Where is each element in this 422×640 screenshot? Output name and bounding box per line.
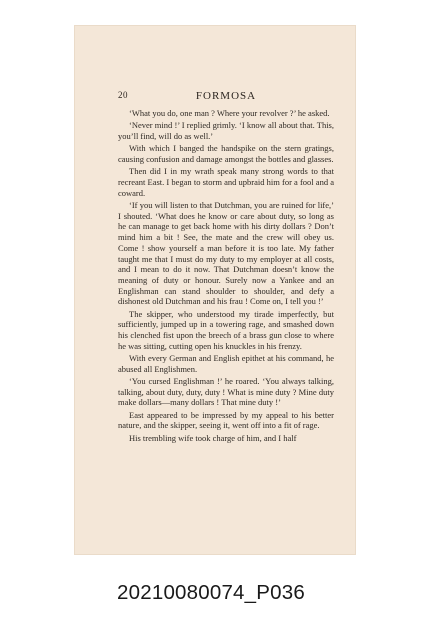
paragraph: With which I banged the handspike on the stern gratings, causing confusion and damage amongst the bottles and glasses. xyxy=(118,143,334,164)
scan-id-caption: 20210080074_P036 xyxy=(117,581,305,604)
page-number: 20 xyxy=(118,90,128,100)
paragraph: With every German and English epithet at his command, he abused all Englishmen. xyxy=(118,353,334,374)
paragraph: Then did I in my wrath speak many strong words to that recreant East. I began to storm and upbraid him for a fool and a coward. xyxy=(118,166,334,198)
paragraph: The skipper, who understood my tirade imperfectly, but sufficiently, jumped up in a towering rage, and smashed down his clenched fist upon the breech of a brass gun close to where he was sitting, cutting open his knuckles in his frenzy. xyxy=(118,308,334,351)
page-header xyxy=(118,90,334,102)
paragraph: East appeared to be impressed by my appeal to his better nature, and the skipper, seeing it, went off into a fit of rage. xyxy=(118,409,334,431)
paragraph: His trembling wife took charge of him, and I half xyxy=(129,432,297,443)
paragraph: ‘You cursed Englishman !’ he roared. ‘You always talking, talking, about duty, duty, duty ! What is mine duty ? Mine duty make dollars—many dollars ! That mine duty !’ xyxy=(118,376,334,408)
paragraph: ‘What you do, one man ? Where your revolver ?’ he asked. xyxy=(129,108,330,118)
running-title: FORMOSA xyxy=(195,90,257,102)
body-text xyxy=(118,108,334,445)
paragraph: ‘Never mind !’ I replied grimly. ‘I know all about that. This, you’ll find, will do as well.’ xyxy=(118,120,334,141)
book-page xyxy=(74,25,356,555)
paragraph: ‘If you will listen to that Dutchman, you are ruined for life,’ I shouted. ‘What does he know or care about duty, so long as he can manage to get back home with his dirty dollars ? Don’t mind him a bit ! See, the mate and the crew will obey us. Come ! show yourself a man before it is too late. My father taught me that I must do my duty to my employer at all costs, and I mean to do it now. That Dutchman doesn’t know the meaning of duty or honour. Surely now a Yankee and an Englishman can stand shoulder to shoulder, and defy a dishonest old Dutchman and his frau ! Come on, I tell you !’ xyxy=(118,200,334,307)
